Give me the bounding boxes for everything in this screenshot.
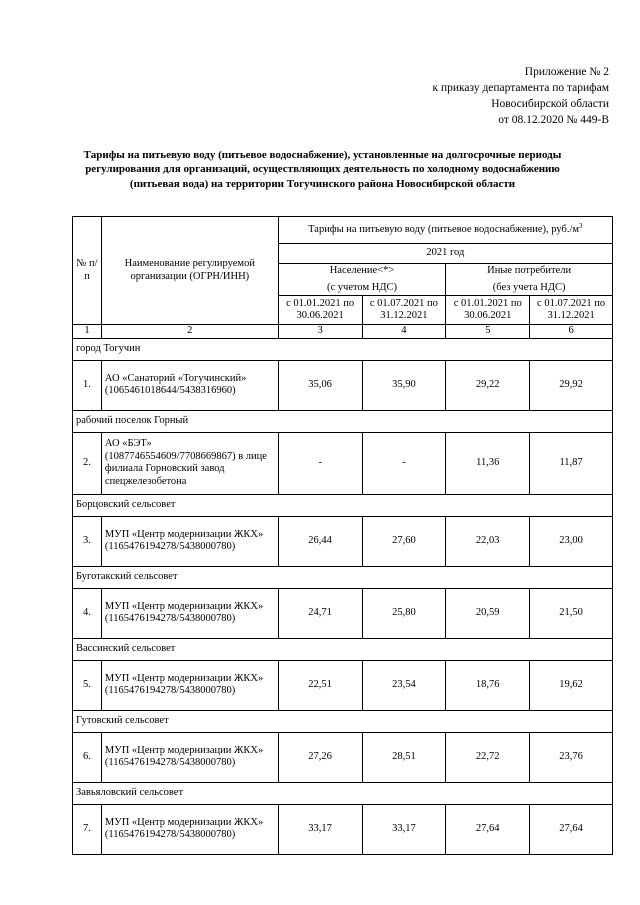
header-population-vat: (с учетом НДС): [327, 281, 397, 293]
table-row: [73, 732, 613, 782]
tariff-value: 21,50: [530, 588, 613, 638]
section-row: [73, 710, 613, 732]
header-others-label: Иные потребители: [487, 265, 572, 276]
tariff-value: 29,22: [446, 360, 530, 410]
tariff-value: 22,72: [446, 732, 530, 782]
document-title: Тарифы на питьевую воду (питьевое водоснабжение), установленные на долгосрочные периоды регулирования для организаций, осуществляющих деятельность по холодному водоснабжению (питьевая вода) на территории Тогучинского района Новосибирской области: [83, 149, 562, 190]
org-name: АО «Санаторий «Тогучинский» (1065461018644/5438316960): [101, 360, 278, 410]
column-number: 1: [73, 325, 102, 339]
column-number: 5: [446, 325, 530, 339]
column-number: 6: [530, 325, 613, 339]
tariff-value: 26,44: [278, 516, 362, 566]
section-row: [73, 782, 613, 804]
section-name: Борцовский сельсовет: [73, 494, 613, 516]
header-period: с 01.07.2021 по 31.12.2021: [362, 296, 446, 325]
org-name: МУП «Центр модернизации ЖКХ» (1165476194278/5438000780): [101, 804, 278, 854]
header-tariffs-text: Тарифы на питьевую воду (питьевое водоснабжение), руб./м: [308, 223, 580, 235]
row-number: 4.: [73, 588, 102, 638]
tariff-value: 27,26: [278, 732, 362, 782]
row-number: 6.: [73, 732, 102, 782]
tariff-value: 35,90: [362, 360, 446, 410]
header-others-vat: (без учета НДС): [492, 281, 566, 293]
header-population-label: Население<*>: [329, 265, 395, 276]
tariff-value: 27,60: [362, 516, 446, 566]
table-row: [73, 660, 613, 710]
section-row: [73, 494, 613, 516]
section-name: рабочий поселок Горный: [73, 410, 613, 432]
org-name: МУП «Центр модернизации ЖКХ» (1165476194278/5438000780): [101, 660, 278, 710]
header-period: с 01.01.2021 по 30.06.2021: [446, 296, 530, 325]
header-population: [278, 264, 446, 296]
tariff-value: 28,51: [362, 732, 446, 782]
tariff-value: -: [362, 432, 446, 494]
org-name: МУП «Центр модернизации ЖКХ» (1165476194278/5438000780): [101, 732, 278, 782]
header-year: 2021 год: [278, 244, 612, 264]
header-tariffs: [278, 217, 612, 244]
tariff-table: [72, 216, 613, 855]
tariff-value: -: [278, 432, 362, 494]
row-number: 7.: [73, 804, 102, 854]
row-number: 5.: [73, 660, 102, 710]
header-row: [73, 217, 613, 244]
row-number: 1.: [73, 360, 102, 410]
section-name: Вассинский сельсовет: [73, 638, 613, 660]
tariff-value: 11,36: [446, 432, 530, 494]
header-period: с 01.01.2021 по 30.06.2021: [278, 296, 362, 325]
tariff-value: 29,92: [530, 360, 613, 410]
org-name: МУП «Центр модернизации ЖКХ» (1165476194278/5438000780): [101, 588, 278, 638]
header-number: № п/п: [73, 217, 102, 325]
table-row: [73, 360, 613, 410]
tariff-value: 27,64: [446, 804, 530, 854]
appendix-line: Новосибирской области: [491, 98, 609, 110]
tariff-value: 20,59: [446, 588, 530, 638]
tariff-value: 27,64: [530, 804, 613, 854]
org-name: МУП «Центр модернизации ЖКХ» (1165476194278/5438000780): [101, 516, 278, 566]
tariff-value: 23,00: [530, 516, 613, 566]
tariff-value: 19,62: [530, 660, 613, 710]
tariff-value: 22,51: [278, 660, 362, 710]
column-number: 4: [362, 325, 446, 339]
header-org: Наименование регулируемой организации (ОГРН/ИНН): [101, 217, 278, 325]
section-name: Буготакский сельсовет: [73, 566, 613, 588]
column-number: 2: [101, 325, 278, 339]
header-tariffs-sup: 3: [579, 221, 583, 230]
section-name: Гутовский сельсовет: [73, 710, 613, 732]
tariff-value: 11,87: [530, 432, 613, 494]
appendix-line: от 08.12.2020 № 449-В: [498, 114, 609, 126]
table-row: [73, 516, 613, 566]
table-row: [73, 804, 613, 854]
appendix-line: Приложение № 2: [524, 66, 609, 78]
section-name: город Тогучин: [73, 338, 613, 360]
column-number-row: [73, 325, 613, 339]
tariff-value: 23,54: [362, 660, 446, 710]
tariff-value: 22,03: [446, 516, 530, 566]
row-number: 3.: [73, 516, 102, 566]
section-name: Завьяловский сельсовет: [73, 782, 613, 804]
appendix-block: [432, 64, 609, 128]
section-row: [73, 410, 613, 432]
tariff-value: 24,71: [278, 588, 362, 638]
header-others: [446, 264, 613, 296]
appendix-line: к приказу департамента по тарифам: [432, 82, 609, 94]
section-row: [73, 338, 613, 360]
tariff-value: 23,76: [530, 732, 613, 782]
column-number: 3: [278, 325, 362, 339]
table-row: [73, 588, 613, 638]
tariff-value: 18,76: [446, 660, 530, 710]
section-row: [73, 566, 613, 588]
tariff-value: 35,06: [278, 360, 362, 410]
section-row: [73, 638, 613, 660]
tariff-value: 25,80: [362, 588, 446, 638]
tariff-value: 33,17: [362, 804, 446, 854]
row-number: 2.: [73, 432, 102, 494]
org-name: АО «БЭТ» (1087746554609/7708669867) в лице филиала Горновский завод спецжелезобетона: [101, 432, 278, 494]
header-period: с 01.07.2021 по 31.12.2021: [530, 296, 613, 325]
table-row: [73, 432, 613, 494]
tariff-value: 33,17: [278, 804, 362, 854]
